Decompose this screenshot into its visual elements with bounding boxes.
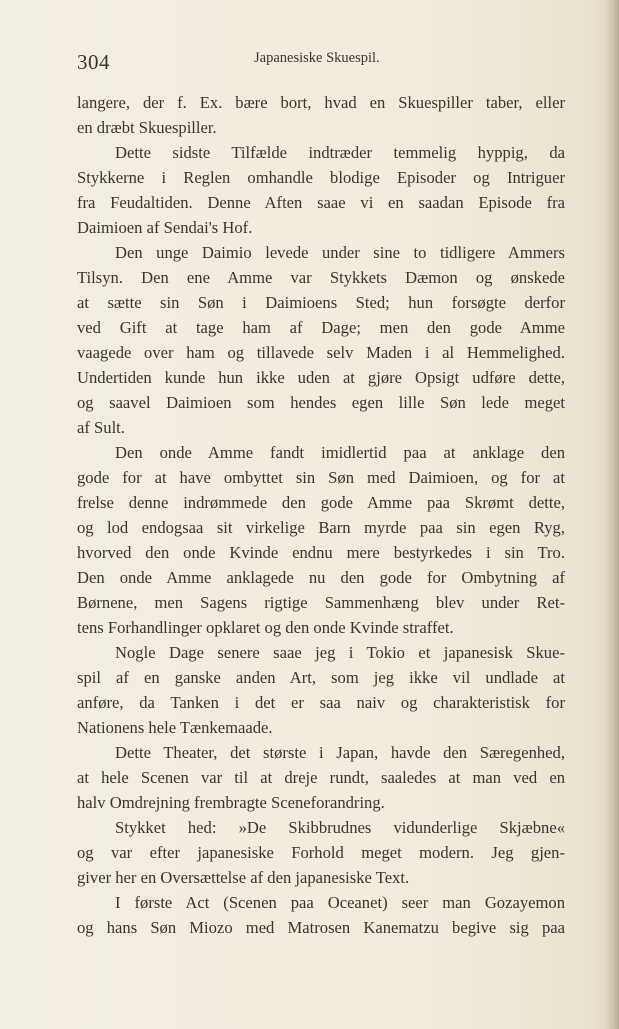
text-line: og var efter japanesiske Forhold meget modern. Jeg gjen- — [77, 843, 565, 862]
text-line: Stykket hed: »De Skibbrudnes vidunderlige Skjæbne« — [115, 818, 565, 837]
body-text — [77, 90, 565, 940]
text-line: en dræbt Skuespiller. — [77, 118, 217, 137]
page-number: 304 — [77, 50, 110, 74]
page-edge-shadow — [605, 0, 619, 1029]
text-line: Daimioen af Sendai's Hof. — [77, 218, 253, 237]
text-line: frelse denne indrømmede den gode Amme paa Skrømt dette, — [77, 493, 565, 512]
text-line: Nogle Dage senere saae jeg i Tokio et japanesisk Skue- — [115, 643, 565, 662]
text-line: tens Forhandlinger opklaret og den onde Kvinde straffet. — [77, 618, 454, 637]
text-line: Nationens hele Tænkemaade. — [77, 718, 273, 737]
text-line: Den onde Amme anklagede nu den gode for Ombytning af — [77, 568, 565, 587]
text-line: vaagede over ham og tillavede selv Maden i al Hemmelighed. — [77, 343, 565, 362]
text-line: og saavel Daimioen som hendes egen lille Søn lede meget — [77, 393, 565, 412]
running-head: Japanesiske Skuespil. — [254, 50, 380, 66]
text-line: at sætte sin Søn i Daimioens Sted; hun forsøgte derfor — [77, 293, 565, 312]
text-line: Stykkerne i Reglen omhandle blodige Episoder og Intriguer — [77, 168, 565, 187]
text-line: at hele Scenen var til at dreje rundt, saaledes at man ved en — [77, 768, 565, 787]
text-line: giver her en Oversættelse af den japanesiske Text. — [77, 868, 410, 887]
text-line: langere, der f. Ex. bære bort, hvad en Skuespiller taber, eller — [77, 93, 565, 112]
text-line: og hans Søn Miozo med Matrosen Kanematzu begive sig paa — [77, 918, 565, 937]
text-line: og lod endogsaa sit virkelige Barn myrde paa sin egen Ryg, — [77, 518, 565, 537]
text-line: Undertiden kunde hun ikke uden at gjøre Opsigt udføre dette, — [77, 368, 565, 387]
text-line: Dette Theater, det største i Japan, havde den Særegenhed, — [115, 743, 565, 762]
text-line: ved Gift at tage ham af Dage; men den gode Amme — [77, 318, 565, 337]
text-line: hvorved den onde Kvinde endnu mere bestyrkedes i sin Tro. — [77, 543, 565, 562]
text-line: Dette sidste Tilfælde indtræder temmelig hyppig, da — [115, 143, 565, 162]
text-line: anføre, da Tanken i det er saa naiv og charakteristisk for — [77, 693, 565, 712]
text-line: Tilsyn. Den ene Amme var Stykkets Dæmon og ønskede — [77, 268, 565, 287]
text-line: fra Feudaltiden. Denne Aften saae vi en saadan Episode fra — [77, 193, 565, 212]
text-line: Børnene, men Sagens rigtige Sammenhæng blev under Ret- — [77, 593, 565, 612]
text-line: gode for at have ombyttet sin Søn med Daimioen, og for at — [77, 468, 565, 487]
text-line: I første Act (Scenen paa Oceanet) seer man Gozayemon — [115, 893, 565, 912]
text-line: spil af en ganske anden Art, som jeg ikke vil undlade at — [77, 668, 565, 687]
text-line: af Sult. — [77, 418, 125, 437]
text-line: halv Omdrejning frembragte Sceneforandring. — [77, 793, 385, 812]
text-line: Den unge Daimio levede under sine to tidligere Ammers — [115, 243, 565, 262]
text-line: Den onde Amme fandt imidlertid paa at anklage den — [115, 443, 565, 462]
